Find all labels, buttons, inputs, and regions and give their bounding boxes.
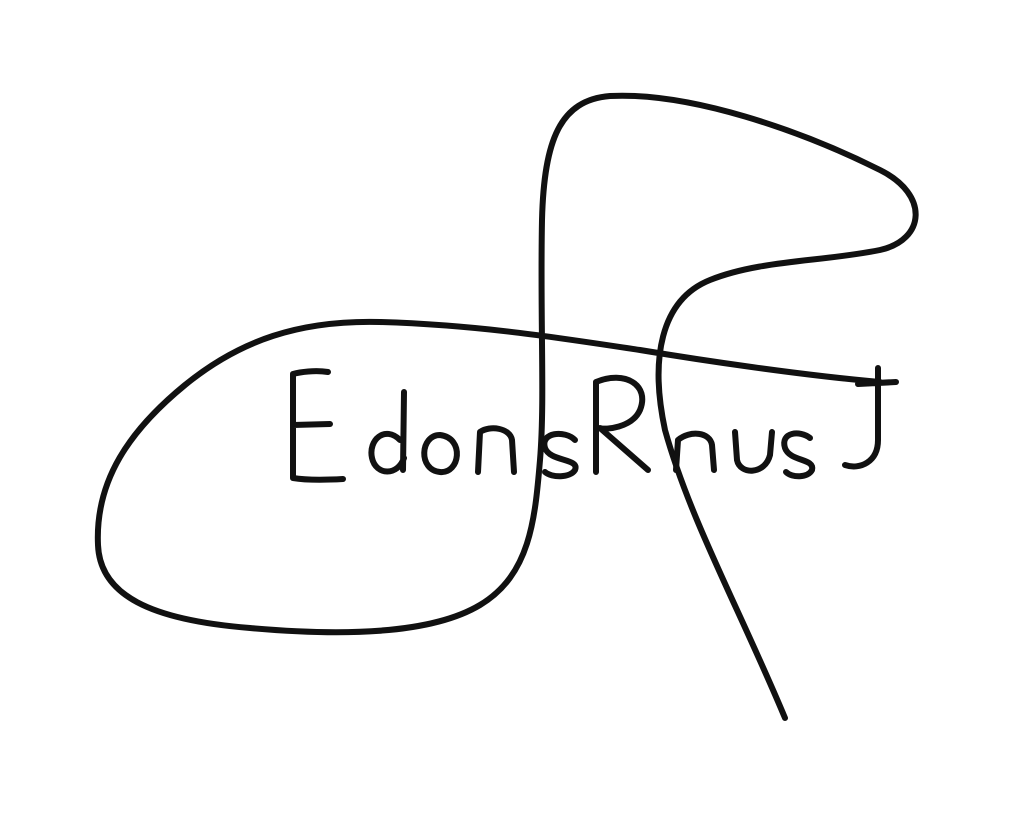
letter-t-stroke [845, 368, 896, 466]
letter-s-stroke [544, 434, 575, 476]
letter-s2-stroke [784, 433, 812, 476]
letter-n-stroke [478, 428, 514, 472]
letter-e-stroke [293, 371, 343, 479]
letter-r-stroke [596, 378, 648, 472]
letter-n2-stroke [676, 434, 714, 470]
letter-u-stroke [735, 432, 772, 471]
letter-d-stroke [371, 392, 404, 472]
letter-o-stroke [424, 435, 457, 472]
signature-loop-stroke [98, 96, 916, 718]
